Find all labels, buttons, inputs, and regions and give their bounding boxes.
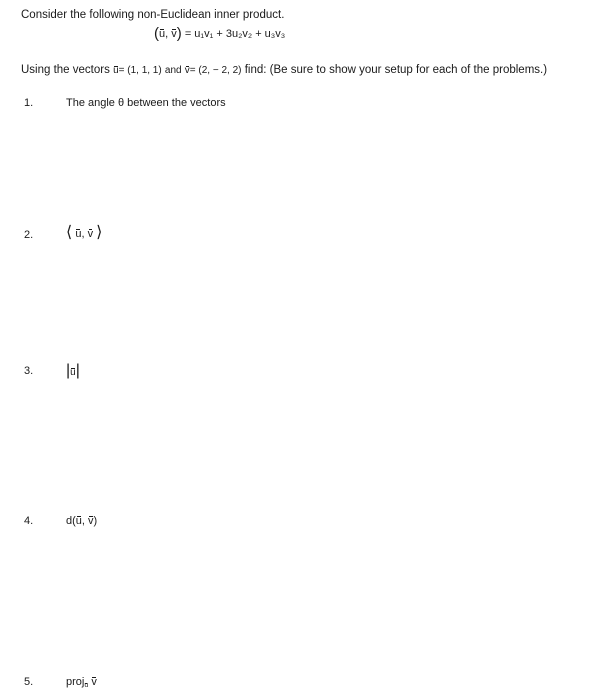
right-angle-bracket: ) [176,25,182,42]
vectors-statement [21,64,547,76]
norm-bar-right: | [75,362,80,379]
problem-4-v: v [88,515,94,527]
problem-4-suffix: ) [93,515,98,527]
vector-v-value: = (2, − 2, 2) [189,65,242,76]
problem-2-inner-product: ⟨ u, v ⟩ [66,224,103,241]
formula-v: v [171,28,177,40]
problem-4-sep: , [81,515,89,527]
right-angle-bracket: ⟩ [96,224,103,241]
problem-5-projection [66,676,97,689]
problem-2-u: u [75,228,82,240]
and-word: and [164,65,182,76]
problem-5-v: v [91,676,97,688]
left-angle-bracket: ⟨ [66,224,73,241]
problem-4-distance [66,515,97,527]
problem-1-text: The angle θ between the vectors [66,97,226,109]
norm-bar-left: | [66,362,71,379]
problem-2-number: 2. [24,229,34,241]
problem-2-v: v [87,228,94,240]
problem-3-u: u [70,367,76,378]
vector-v-name: v [184,65,190,76]
inner-product-formula: (u, v) = u₁v₁ + 3u₂v₂ + u₃v₃ [154,25,286,42]
problem-4-number: 4. [24,515,34,527]
problem-3-number: 3. [24,365,34,377]
problem-1-number: 1. [24,97,34,109]
problem-5-number: 5. [24,676,34,688]
problem-3-norm [66,362,80,380]
left-angle-bracket: ( [154,25,159,42]
intro-text: Consider the following non-Euclidean inner product. [21,9,285,21]
vector-u-value: = (1, 1, 1) [118,65,162,76]
problem-4-prefix: d( [66,515,76,527]
problem-5-prefix: proj [66,676,85,688]
problem-4-u: u [75,515,82,527]
formula-rhs: = u₁v₁ + 3u₂v₂ + u₃v₃ [184,28,286,40]
using-prefix: Using the vectors [21,64,110,76]
problem-5-sub-u: u [84,682,89,689]
vector-u-name: u [113,65,119,76]
formula-u: u [159,28,166,40]
using-suffix: find: (Be sure to show your setup for each of the problems.) [244,64,548,76]
